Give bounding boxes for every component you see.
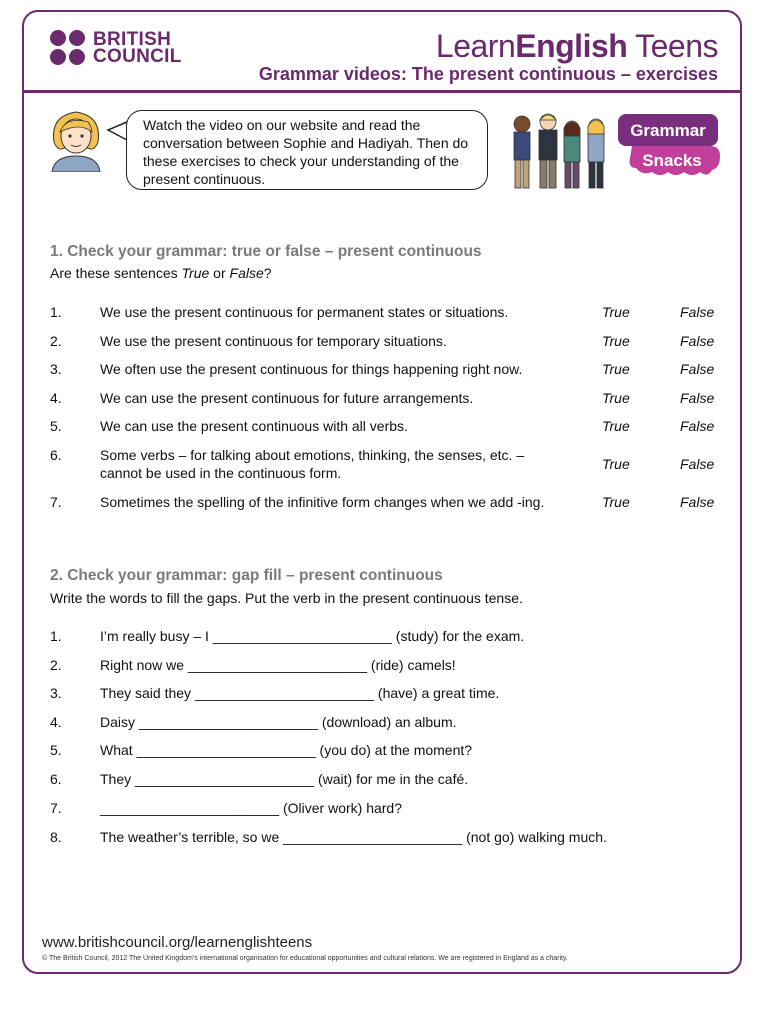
section2-instructions: Write the words to fill the gaps. Put the verb in the present continuous tense.: [50, 590, 523, 606]
intro-text: Watch the video on our website and read the conversation between Sophie and Hadiyah. Then do these exercises to check your understanding of the present continuous.: [143, 117, 469, 187]
true-option[interactable]: True: [602, 361, 630, 377]
footer-url[interactable]: www.britishcouncil.org/learnenglishteens: [42, 934, 313, 951]
section2-title: 2. Check your grammar: gap fill – present continuous: [50, 567, 443, 584]
grammar-snacks-badge: [616, 112, 722, 178]
sophie-avatar-icon: [48, 108, 104, 172]
false-option[interactable]: False: [680, 390, 715, 406]
false-option[interactable]: False: [680, 418, 715, 434]
false-option[interactable]: False: [680, 333, 715, 349]
true-option[interactable]: True: [602, 494, 630, 510]
grammar-snacks-characters-icon: [508, 110, 618, 194]
false-option[interactable]: False: [680, 456, 715, 472]
header-divider: [22, 90, 742, 93]
section1-instructions: Are these sentences True or False?: [50, 265, 272, 281]
false-option[interactable]: False: [680, 304, 715, 320]
british-council-logo: [50, 30, 182, 65]
org-name: BRITISH COUNCIL: [93, 28, 182, 67]
learnenglish-teens-logo: LearnEnglish Teens: [435, 28, 718, 64]
true-option[interactable]: True: [602, 390, 630, 406]
true-option[interactable]: True: [602, 456, 630, 472]
false-option[interactable]: False: [680, 361, 715, 377]
false-option[interactable]: False: [680, 494, 715, 510]
intro-speech-bubble: [126, 110, 488, 190]
logo-dots-icon: [50, 30, 85, 65]
footer-legal: © The British Council, 2012 The United Kingdom’s international organisation for educational opportunities and cultural relations. We are registered in England as a charity.: [42, 955, 568, 962]
true-option[interactable]: True: [602, 418, 630, 434]
true-option[interactable]: True: [602, 304, 630, 320]
page-title: Grammar videos: The present continuous – exercises: [258, 64, 718, 84]
section1-title: 1. Check your grammar: true or false – present continuous: [50, 243, 482, 260]
badge-label-snacks: Snacks: [642, 151, 702, 170]
badge-label-grammar: Grammar: [630, 121, 706, 140]
true-option[interactable]: True: [602, 333, 630, 349]
